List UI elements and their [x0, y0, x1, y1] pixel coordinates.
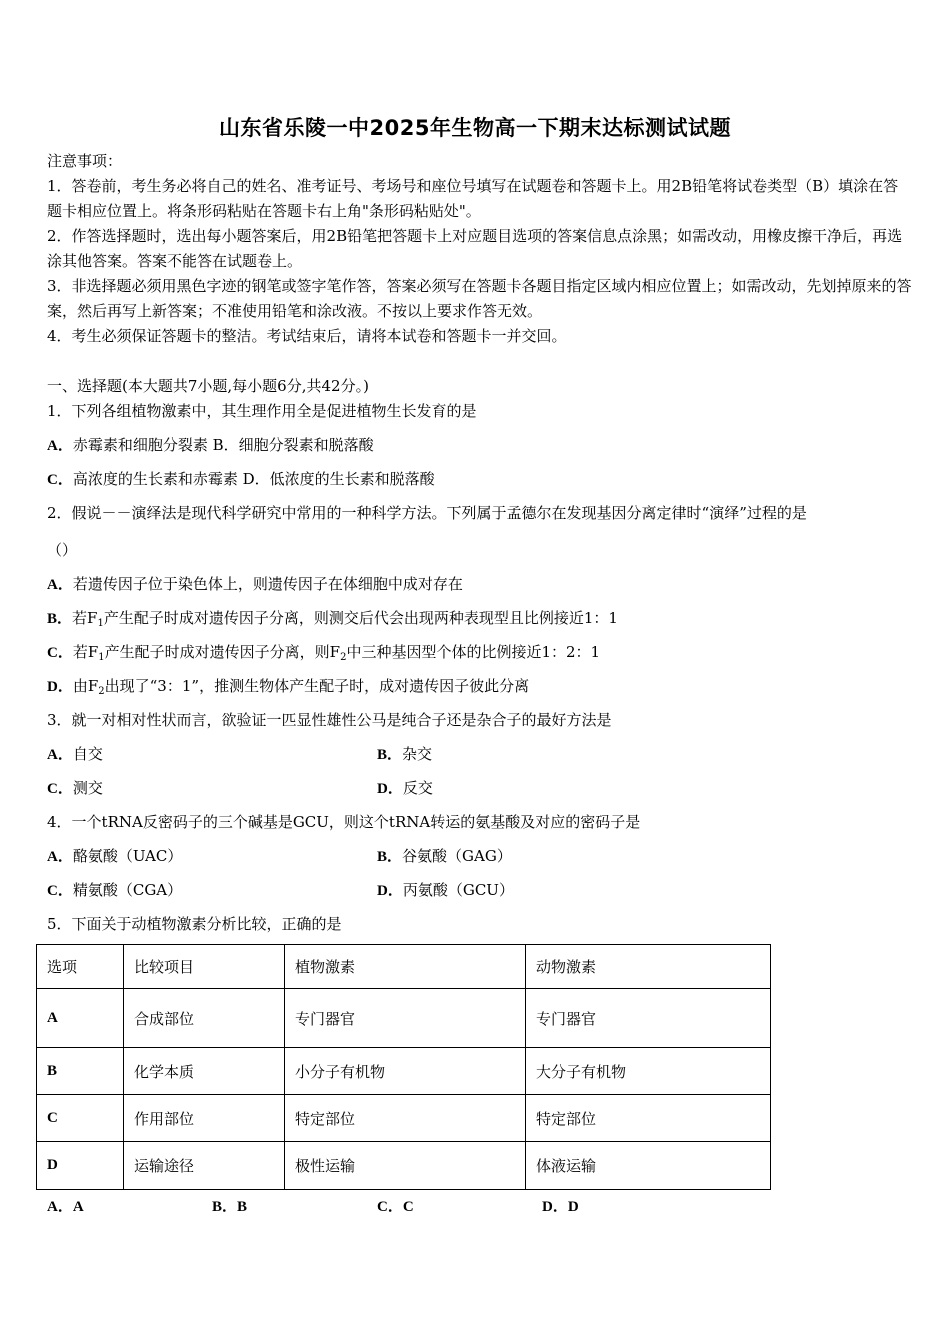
- table-header-cell: 选项: [37, 945, 124, 989]
- table-cell: D: [37, 1142, 124, 1190]
- question-1-stem: 1．下列各组植物激素中，其生理作用全是促进植物生长发育的是: [47, 402, 477, 420]
- question-1-options-cd: C．高浓度的生长素和赤霉素 D．低浓度的生长素和脱落酸: [47, 470, 435, 488]
- question-2-option-d: D．由$F_2$出现了“3：1”，推测生物体产生配子时，成对遗传因子彼此分离: [47, 677, 530, 697]
- notice-item: 2．作答选择题时，选出每小题答案后，用2B铅笔把答题卡上对应题目选项的答案信息点涂黑；如需改动，用橡皮擦干净后，再选涂其他答案。答案不能答在试题卷上。: [47, 227, 903, 270]
- table-cell: B: [37, 1048, 124, 1095]
- question-3-option-b: B．杂交: [377, 745, 433, 763]
- table-cell: 作用部位: [124, 1095, 285, 1142]
- table-cell: 专门器官: [285, 989, 526, 1048]
- table-cell: 特定部位: [285, 1095, 526, 1142]
- question-4-option-a: A．酪氨酸（UAC）: [47, 847, 183, 865]
- notice-item: 4．考生必须保证答题卡的整洁。考试结束后，请将本试卷和答题卡一并交回。: [47, 327, 567, 345]
- table-header-cell: 植物激素: [285, 945, 526, 989]
- section-heading: 一、选择题(本大题共7小题,每小题6分,共42分。): [47, 377, 369, 395]
- question-2-stem: 2．假说－－演绎法是现代科学研究中常用的一种科学方法。下列属于孟德尔在发现基因分离定律时“演绎”过程的是: [47, 504, 807, 522]
- question-4-option-b: B．谷氨酸（GAG）: [377, 847, 512, 865]
- table-cell: A: [37, 989, 124, 1048]
- question-4-stem: 4．一个tRNA反密码子的三个碱基是GCU，则这个tRNA转运的氨基酸及对应的密码子是: [47, 813, 641, 831]
- notice-block: [47, 149, 912, 349]
- question-5-option-d: D．D: [542, 1199, 579, 1215]
- page-title: 山东省乐陵一中2025年生物高一下期末达标测试试题: [219, 116, 731, 140]
- question-5-option-b: B．B: [212, 1199, 248, 1215]
- table-header-row: [37, 945, 771, 989]
- question-3-option-c: C．测交: [47, 779, 103, 797]
- table-row: [37, 1048, 771, 1095]
- table-cell: 专门器官: [526, 989, 771, 1048]
- table-cell: 小分子有机物: [285, 1048, 526, 1095]
- table-row: [37, 989, 771, 1048]
- notice-item: 3．非选择题必须用黑色字迹的钢笔或签字笔作答，答案必须写在答题卡各题目指定区域内相应位置上；如需改动，先划掉原来的答案，然后再写上新答案；不准使用铅笔和涂改液。不按以上要求作答无效。: [47, 277, 912, 320]
- table-cell: 大分子有机物: [526, 1048, 771, 1095]
- table-cell: 极性运输: [285, 1142, 526, 1190]
- table-row: [37, 1095, 771, 1142]
- notice-item: 1．答卷前，考生务必将自己的姓名、准考证号、考场号和座位号填写在试题卷和答题卡上。用2B铅笔将试卷类型（B）填涂在答题卡相应位置上。将条形码粘贴在答题卡右上角"条形码粘贴处"。: [47, 177, 899, 220]
- question-5-option-a: A．A: [47, 1199, 84, 1215]
- table-cell: C: [37, 1095, 124, 1142]
- question-5-stem: 5．下面关于动植物激素分析比较，正确的是: [47, 915, 342, 933]
- question-3-option-d: D．反交: [377, 779, 433, 797]
- table-cell: 合成部位: [124, 989, 285, 1048]
- table-cell: 运输途径: [124, 1142, 285, 1190]
- table-cell: 化学本质: [124, 1048, 285, 1095]
- table-header-cell: 比较项目: [124, 945, 285, 989]
- table-header-cell: 动物激素: [526, 945, 771, 989]
- question-1-options-ab: A．赤霉素和细胞分裂素 B．细胞分裂素和脱落酸: [47, 436, 374, 454]
- question-2-option-c: C．若$F_1$产生配子时成对遗传因子分离，则$F_2$中三种基因型个体的比例接近1：2：1: [47, 643, 601, 663]
- question-4-option-d: D．丙氨酸（GCU）: [377, 881, 514, 899]
- table-cell: 体液运输: [526, 1142, 771, 1190]
- notice-heading: 注意事项：: [47, 152, 123, 170]
- question-3-option-a: A．自交: [47, 745, 103, 763]
- question-2-paren: （）: [47, 541, 78, 559]
- question-4-option-c: C．精氨酸（CGA）: [47, 881, 183, 899]
- table-cell: 特定部位: [526, 1095, 771, 1142]
- comparison-table: [36, 944, 771, 1190]
- question-3-stem: 3．就一对相对性状而言，欲验证一匹显性雄性公马是纯合子还是杂合子的最好方法是: [47, 711, 612, 729]
- question-2-option-a: A．若遗传因子位于染色体上，则遗传因子在体细胞中成对存在: [47, 575, 463, 593]
- question-5-option-c: C．C: [377, 1199, 414, 1215]
- question-2-option-b: B．若$F_1$产生配子时成对遗传因子分离，则测交后代会出现两种表现型且比例接近1：1: [47, 609, 618, 629]
- table-row: [37, 1142, 771, 1190]
